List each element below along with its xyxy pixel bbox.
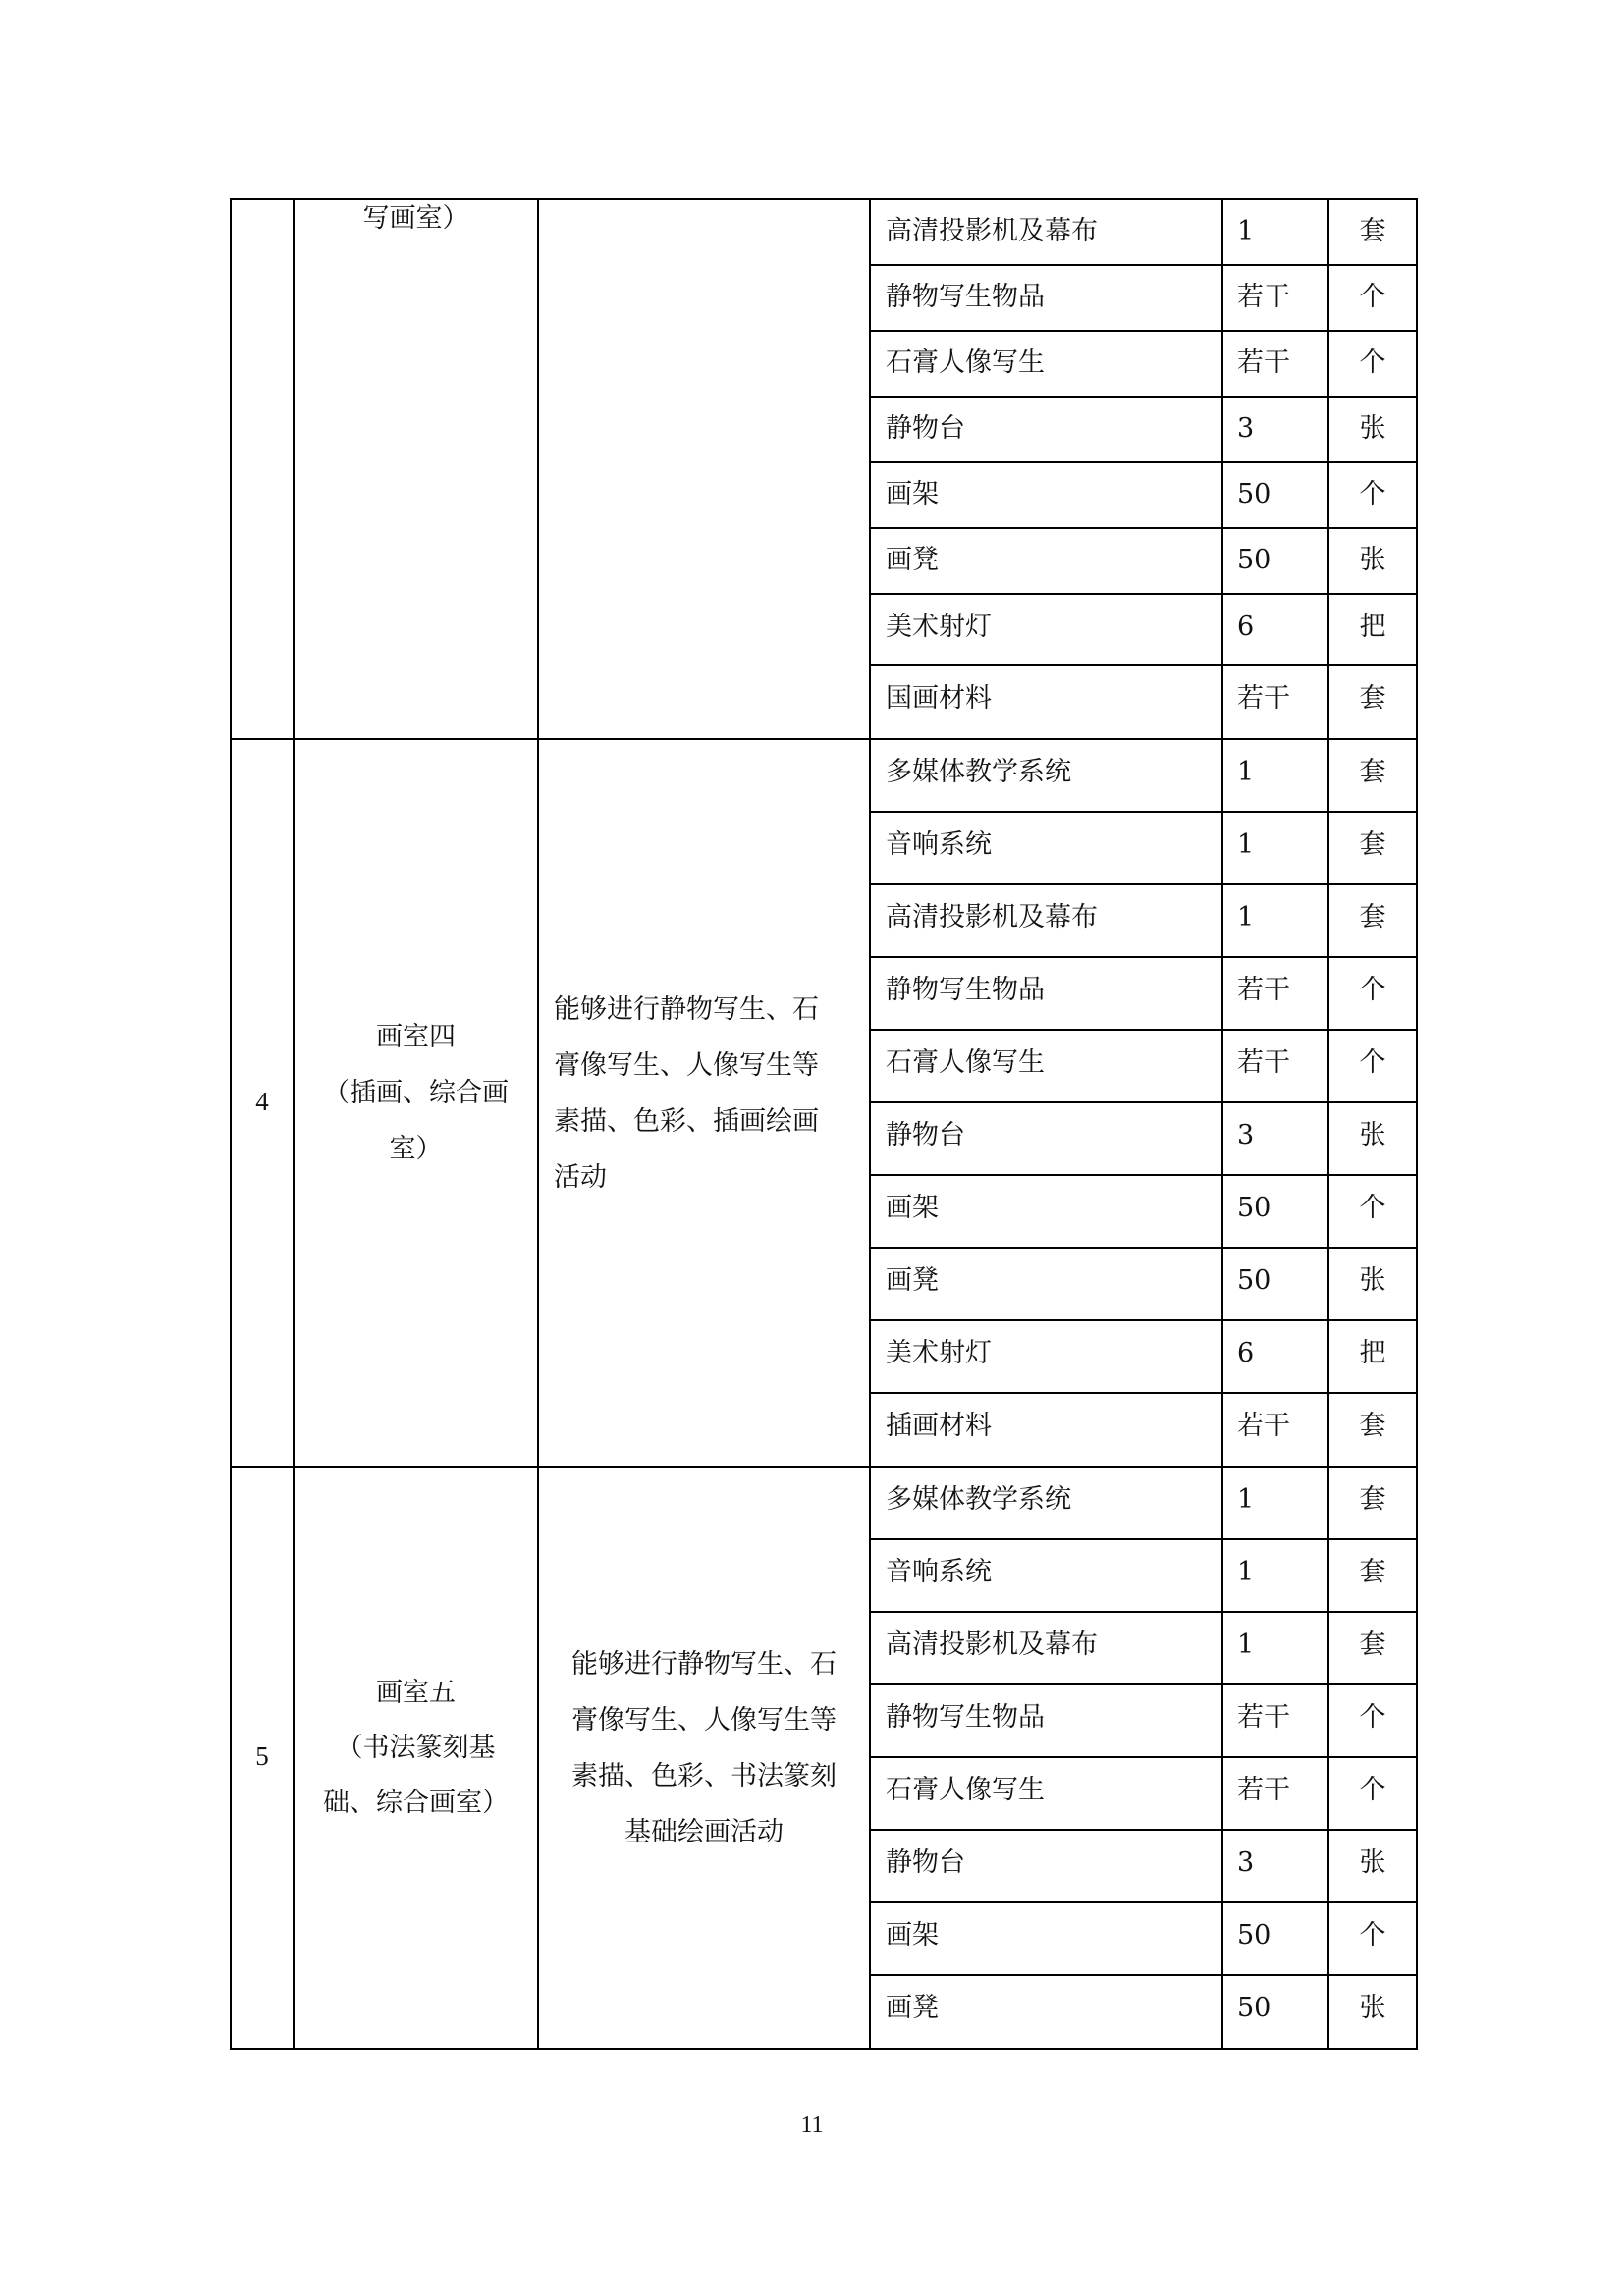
row-divider [869, 956, 1418, 958]
item-qty: 若干 [1237, 1411, 1290, 1441]
item-unit: 张 [1359, 1993, 1386, 2023]
item-qty: 50 [1237, 1265, 1272, 1296]
item-qty: 6 [1237, 1338, 1255, 1368]
item-qty: 50 [1237, 1193, 1272, 1223]
item-unit: 套 [1359, 1484, 1386, 1515]
item-name: 画架 [886, 1920, 939, 1950]
item-unit: 把 [1359, 1338, 1386, 1368]
item-name: 静物写生物品 [886, 282, 1045, 312]
item-name: 美术射灯 [886, 612, 992, 642]
item-name: 静物台 [886, 413, 965, 444]
row-divider [869, 330, 1418, 332]
row-divider [869, 1829, 1418, 1831]
item-name: 静物台 [886, 1120, 965, 1150]
item-qty: 3 [1237, 1847, 1255, 1878]
item-name: 静物写生物品 [886, 1702, 1045, 1733]
item-name: 画凳 [886, 1265, 939, 1296]
table-border-bottom [230, 2048, 1418, 2050]
item-qty: 若干 [1237, 347, 1290, 378]
row-divider [869, 1319, 1418, 1321]
item-name: 美术射灯 [886, 1338, 992, 1368]
page-number: 11 [800, 2112, 824, 2138]
item-unit: 个 [1359, 347, 1386, 378]
item-unit: 套 [1359, 829, 1386, 860]
room-number: 5 [255, 1741, 269, 1771]
item-name: 石膏人像写生 [886, 347, 1045, 378]
item-name: 石膏人像写生 [886, 1775, 1045, 1805]
item-unit: 张 [1359, 1120, 1386, 1150]
room-name-line: （插画、综合画 [323, 1078, 509, 1108]
room-function-line: 素描、色彩、插画绘画 [554, 1106, 819, 1137]
row-divider [869, 1247, 1418, 1249]
row-divider [869, 883, 1418, 885]
item-qty: 1 [1237, 902, 1255, 933]
item-qty: 50 [1237, 1920, 1272, 1950]
item-qty: 若干 [1237, 975, 1290, 1005]
item-name: 国画材料 [886, 683, 992, 714]
room-function-line: 基础绘画活动 [624, 1817, 784, 1847]
item-qty: 3 [1237, 1120, 1255, 1150]
item-unit: 套 [1359, 1411, 1386, 1441]
item-qty: 1 [1237, 1629, 1255, 1660]
item-unit: 个 [1359, 1920, 1386, 1950]
item-unit: 个 [1359, 1047, 1386, 1078]
room-name-line: 室） [389, 1134, 443, 1164]
row-divider [869, 1392, 1418, 1394]
room-number: 4 [255, 1087, 269, 1116]
table-group-divider [230, 1466, 1418, 1468]
room-name-line: （书法篆刻基 [336, 1733, 496, 1763]
item-name: 画架 [886, 479, 939, 509]
item-qty: 3 [1237, 413, 1255, 444]
item-qty: 若干 [1237, 282, 1290, 312]
row-divider [869, 264, 1418, 266]
room-function-line: 膏像写生、人像写生等 [571, 1705, 837, 1735]
table-border-right [1416, 198, 1418, 2050]
item-name: 多媒体教学系统 [886, 1484, 1071, 1515]
item-name: 高清投影机及幕布 [886, 1629, 1098, 1660]
item-unit: 张 [1359, 545, 1386, 575]
item-unit: 张 [1359, 1847, 1386, 1878]
item-unit: 套 [1359, 757, 1386, 787]
room-function-line: 素描、色彩、书法篆刻 [571, 1761, 837, 1791]
table-group-divider [230, 738, 1418, 740]
item-name: 音响系统 [886, 829, 992, 860]
row-divider [869, 1611, 1418, 1613]
item-name: 画凳 [886, 1993, 939, 2023]
item-qty: 50 [1237, 1993, 1272, 2023]
room-name-line: 画室四 [376, 1022, 456, 1052]
room-name-line: 画室五 [376, 1678, 456, 1708]
row-divider [869, 1756, 1418, 1758]
item-unit: 套 [1359, 1557, 1386, 1587]
item-qty: 1 [1237, 757, 1255, 787]
item-name: 静物台 [886, 1847, 965, 1878]
item-name: 高清投影机及幕布 [886, 902, 1098, 933]
item-unit: 个 [1359, 975, 1386, 1005]
item-qty: 若干 [1237, 683, 1290, 714]
item-name: 多媒体教学系统 [886, 757, 1071, 787]
item-unit: 个 [1359, 1702, 1386, 1733]
item-unit: 套 [1359, 683, 1386, 714]
room-function-line: 能够进行静物写生、石 [571, 1649, 837, 1680]
item-unit: 个 [1359, 479, 1386, 509]
room-function-line: 能够进行静物写生、石 [554, 994, 819, 1025]
item-name: 画凳 [886, 545, 939, 575]
table-col-divider [869, 198, 871, 2050]
item-name: 插画材料 [886, 1411, 992, 1441]
room-name-line: 础、综合画室） [323, 1788, 509, 1818]
item-name: 高清投影机及幕布 [886, 216, 1098, 246]
room-name-continued: 写画室） [362, 203, 469, 234]
row-divider [869, 593, 1418, 595]
row-divider [869, 461, 1418, 463]
item-unit: 套 [1359, 216, 1386, 246]
row-divider [869, 1538, 1418, 1540]
row-divider [869, 1901, 1418, 1903]
item-qty: 若干 [1237, 1775, 1290, 1805]
item-unit: 张 [1359, 413, 1386, 444]
item-name: 静物写生物品 [886, 975, 1045, 1005]
item-qty: 1 [1237, 1557, 1255, 1587]
row-divider [869, 1101, 1418, 1103]
room-function-line: 膏像写生、人像写生等 [554, 1050, 819, 1081]
row-divider [869, 811, 1418, 813]
table-col-divider [1221, 198, 1223, 2050]
row-divider [869, 1683, 1418, 1685]
row-divider [869, 664, 1418, 666]
room-function-line: 活动 [554, 1162, 607, 1193]
item-qty: 若干 [1237, 1702, 1290, 1733]
item-qty: 1 [1237, 1484, 1255, 1515]
row-divider [869, 1974, 1418, 1976]
item-name: 石膏人像写生 [886, 1047, 1045, 1078]
item-qty: 1 [1237, 216, 1255, 246]
row-divider [869, 396, 1418, 398]
item-name: 画架 [886, 1193, 939, 1223]
item-qty: 50 [1237, 545, 1272, 575]
item-unit: 把 [1359, 612, 1386, 642]
item-unit: 套 [1359, 902, 1386, 933]
row-divider [869, 1174, 1418, 1176]
item-unit: 个 [1359, 282, 1386, 312]
row-divider [869, 527, 1418, 529]
item-unit: 个 [1359, 1775, 1386, 1805]
item-name: 音响系统 [886, 1557, 992, 1587]
item-unit: 张 [1359, 1265, 1386, 1296]
item-qty: 若干 [1237, 1047, 1290, 1078]
table-col-divider [293, 198, 295, 2050]
item-unit: 套 [1359, 1629, 1386, 1660]
item-qty: 6 [1237, 612, 1255, 642]
item-unit: 个 [1359, 1193, 1386, 1223]
item-qty: 1 [1237, 829, 1255, 860]
item-qty: 50 [1237, 479, 1272, 509]
row-divider [869, 1029, 1418, 1031]
